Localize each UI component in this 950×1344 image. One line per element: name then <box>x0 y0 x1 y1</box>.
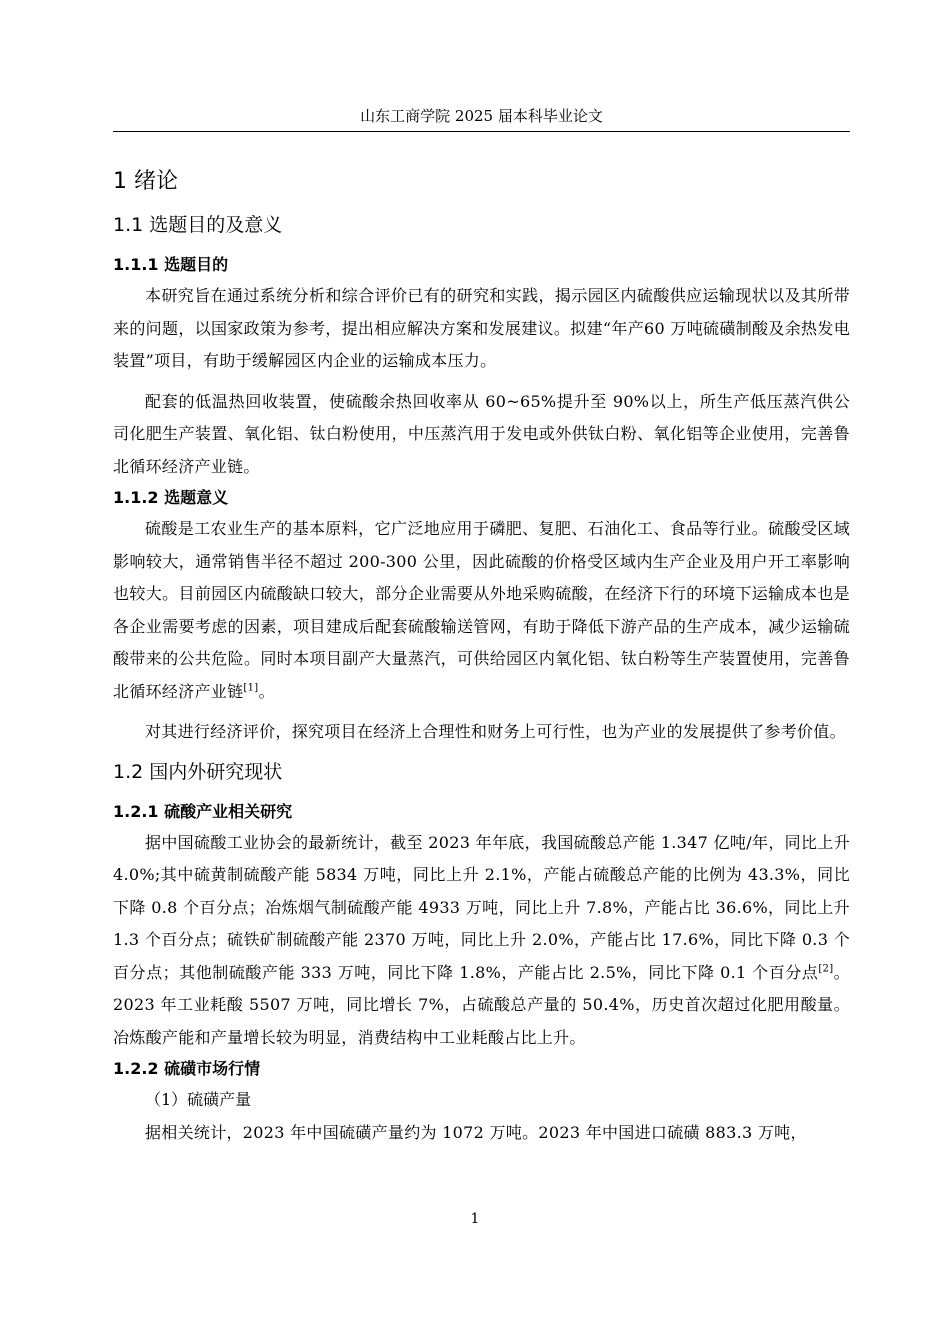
paragraph <box>113 827 850 1055</box>
chapter-heading: 1 绪论 <box>113 169 178 194</box>
paragraph: 本研究旨在通过系统分析和综合评价已有的研究和实践，揭示园区内硫酸供应运输现状以及其所带来的问题，以国家政策为参考，提出相应解决方案和发展建议。拟建“年产60 万吨硫磺制酸及余热发电装置”项目，有助于缓解园区内企业的运输成本压力。 <box>113 286 850 370</box>
subsection-heading-1-1-1: 1.1.1 选题目的 <box>113 255 229 274</box>
subsection-heading-1-1-2: 1.1.2 选题意义 <box>113 488 229 507</box>
subsection-heading-1-2-2: 1.2.2 硫磺市场行情 <box>113 1059 261 1078</box>
header-rule <box>113 131 850 132</box>
page-content <box>113 166 850 1151</box>
page-number: 1 <box>470 1211 480 1227</box>
paragraph-text: 。 <box>258 681 275 701</box>
citation-marker: [2] <box>818 963 834 975</box>
paragraph-text: 硫酸是工农业生产的基本原料，它广泛地应用于磷肥、复肥、石油化工、食品等行业。硫酸受区域影响较大，通常销售半径不超过 200-300 公里，因此硫酸的价格受区域内生产企业及用户开工率影响也较大。目前园区内硫酸缺口较大，部分企业需要从外地采购硫酸，在经济下行的环境下运输成本也是各企业需要考虑的因素，项目建成后配套硫酸输送管网，有助于降低下游产品的生产成本，减少运输硫酸带来的公共危险。同时本项目副产大量蒸汽，可供给园区内氧化铝、钛白粉等生产装置使用，完善鲁北循环经济产业链 <box>113 519 850 701</box>
section-heading-1-2: 1.2 国内外研究现状 <box>113 760 283 783</box>
list-item: （1）硫磺产量 <box>145 1090 252 1109</box>
paragraph: 配套的低温热回收装置，使硫酸余热回收率从 60~65%提升至 90%以上，所生产低压蒸汽供公司化肥生产装置、氧化铝、钛白粉使用，中压蒸汽用于发电或外供钛白粉、氧化铝等企业使用，完善鲁北循环经济产业链。 <box>113 391 850 476</box>
paragraph: 据相关统计，2023 年中国硫磺产量约为 1072 万吨。2023 年中国进口硫磺 883.3 万吨， <box>145 1122 807 1142</box>
paragraph-text: 据中国硫酸工业协会的最新统计，截至 2023 年年底，我国硫酸总产能 1.347 亿吨/年，同比上升 4.0%;其中硫黄制硫酸产能 5834 万吨，同比上升 2.1%，产能占硫酸总产能的比例为 43.3%，同比下降 0.8 个百分点；冶炼烟气制硫酸产能 4933 万吨，同比上升 7.8%，产能占比 36.6%，同比上升 1.3 个百分点；硫铁矿制硫酸产能 2370 万吨，同比上升 2.0%，产能占比 17.6%，同比下降 0.3 个百分点；其他制硫酸产能 333 万吨，同比下降 1.8%，产能占比 2.5%，同比下降 0.1 个百分点 <box>113 832 850 982</box>
citation-marker: [1] <box>243 682 259 694</box>
subsection-heading-1-2-1: 1.2.1 硫酸产业相关研究 <box>113 801 293 821</box>
paragraph: 对其进行经济评价，探究项目在经济上合理性和财务上可行性，也为产业的发展提供了参考价值。 <box>145 722 846 741</box>
running-header: 山东工商学院 2025 届本科毕业论文 <box>360 107 603 125</box>
paragraph-text: 。2023 年工业耗酸 5507 万吨，同比增长 7%，占硫酸总产量的 50.4%，历史首次超过化肥用酸量。冶炼酸产能和产量增长较为明显，消费结构中工业耗酸占比上升。 <box>113 962 850 1047</box>
paragraph <box>113 513 850 708</box>
section-heading-1-1: 1.1 选题目的及意义 <box>113 214 283 236</box>
